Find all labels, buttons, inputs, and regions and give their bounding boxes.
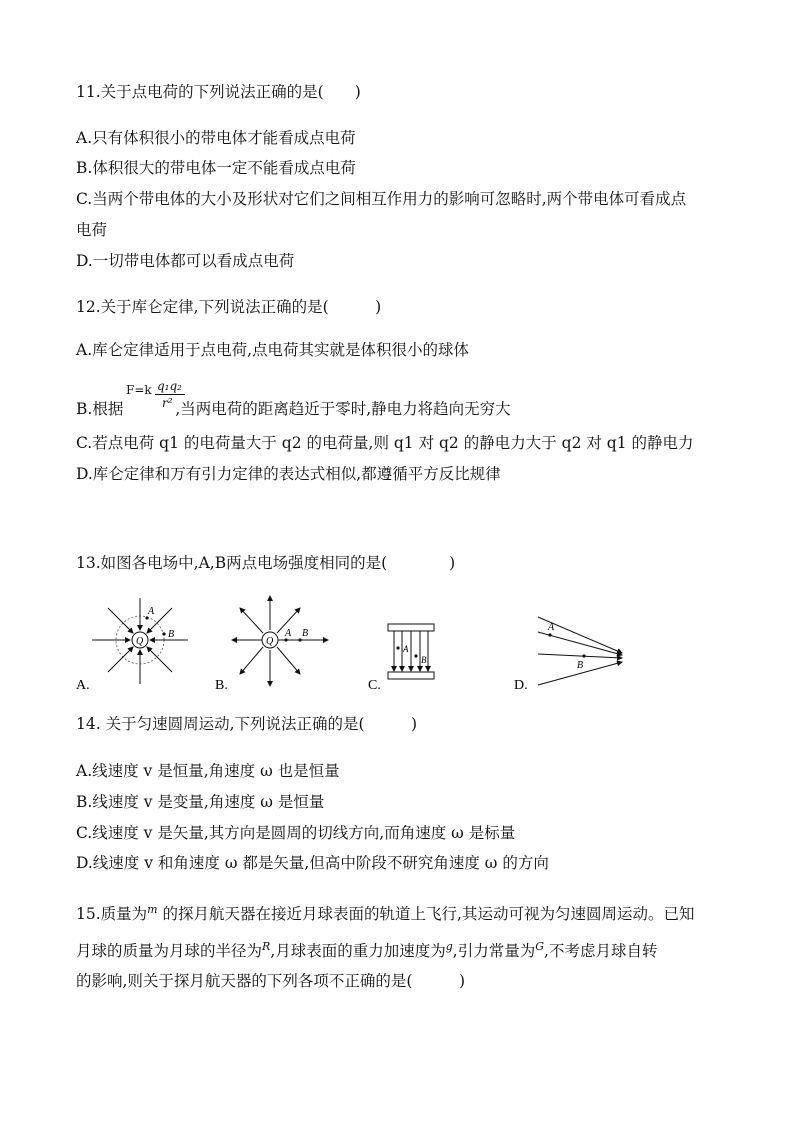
q11-option-b: B.体积很大的带电体一定不能看成点电荷 [76, 159, 356, 177]
figure-c-bottom-plate [388, 672, 434, 679]
coulomb-formula-denominator: r² [162, 396, 173, 410]
q15-line2-text-d: ,不考虑月球自转 [544, 942, 658, 961]
figure-b-label: B. [215, 678, 228, 693]
figure-d-point-b [582, 654, 585, 657]
q12-stem: 12.关于库仑定律,下列说法正确的是( ) [76, 298, 382, 316]
coulomb-formula-numerator: q₁q₂ [157, 379, 182, 393]
q12-option-b [76, 396, 511, 419]
figure-d-point-b-label: B [577, 660, 584, 671]
figure-a-point-b-label: B [168, 629, 175, 640]
figure-a-point-a-label: A [148, 606, 155, 617]
q15-line2 [76, 937, 657, 961]
figure-d-point-a-label: A [548, 622, 555, 633]
q15-line3: 的影响,则关于探月航天器的下列各项不正确的是( ) [76, 972, 466, 990]
q14-option-b: B.线速度 v 是变量,角速度 ω 是恒量 [76, 793, 325, 811]
q11-option-c-line2: 电荷 [76, 221, 108, 239]
q14-stem: 14. 关于匀速圆周运动,下列说法正确的是( ) [76, 715, 418, 733]
q13-stem: 13.如图各电场中,A,B两点电场强度相同的是( ) [76, 554, 456, 572]
q12-option-b-prefix: B.根据 [76, 400, 124, 418]
q11-stem: 11.关于点电荷的下列说法正确的是( ) [76, 83, 361, 101]
q14-option-c: C.线速度 v 是矢量,其方向是圆周的切线方向,而角速度 ω 是标量 [76, 824, 516, 842]
q15-line1 [76, 900, 694, 924]
figure-b-point-a-label: A [285, 628, 292, 639]
figure-b-charge-label: Q [266, 636, 274, 647]
figure-d-point-a [548, 633, 551, 636]
q11-option-d: D.一切带电体都可以看成点电荷 [76, 252, 295, 270]
q13-figures [70, 592, 670, 697]
figure-a-field [76, 598, 188, 693]
q15-line1-text-a: 15.质量为 [76, 905, 148, 924]
coulomb-formula-lhs: F=k [126, 383, 152, 397]
figure-c-point-b [414, 654, 417, 657]
q15-var-gconst: G [535, 940, 545, 953]
figure-b-field [215, 596, 328, 693]
figure-c-top-plate [388, 624, 434, 631]
coulomb-formula-fraction-bar [155, 394, 185, 395]
q14-option-d: D.线速度 v 和角速度 ω 都是矢量,但高中阶段不研究角速度 ω 的方向 [76, 854, 549, 872]
figure-a-label: A. [76, 678, 90, 693]
q12-option-a: A.库仑定律适用于点电荷,点电荷其实就是体积很小的球体 [76, 341, 470, 359]
q15-line2-text-c: ,引力常量为 [452, 942, 536, 961]
q15-line2-text-a: 月球的质量为月球的半径为 [76, 942, 263, 961]
q11-option-c-line1: C.当两个带电体的大小及形状对它们之间相互作用力的影响可忽略时,两个带电体可看成点 [76, 190, 687, 208]
figure-a-point-b [162, 632, 165, 635]
q15-var-g: g [445, 940, 453, 953]
figure-a-charge-label: Q [136, 636, 144, 647]
figure-d-field [514, 617, 622, 693]
q15-var-m: m [147, 903, 158, 916]
figure-b-point-b-label: B [302, 628, 309, 639]
figure-c-label: C. [368, 678, 381, 693]
q15-line2-text-b: ,月球表面的重力加速度为 [270, 942, 446, 961]
figure-c-point-a [396, 646, 399, 649]
figure-d-label: D. [514, 678, 528, 693]
q15-line1-text-b: 的探月航天器在接近月球表面的轨道上飞行,其运动可视为匀速圆周运动。已知 [157, 905, 695, 924]
figure-c-point-a-label: A [403, 644, 409, 654]
q11-option-a: A.只有体积很小的带电体才能看成点电荷 [76, 129, 356, 147]
q12-option-c: C.若点电荷 q1 的电荷量大于 q2 的电荷量,则 q1 对 q2 的静电力大于 q2 对 q1 的静电力 [76, 434, 694, 452]
q12-option-d: D.库仑定律和万有引力定律的表达式相似,都遵循平方反比规律 [76, 465, 501, 483]
figure-c-point-b-label: B [421, 655, 427, 665]
figure-c-field [368, 624, 434, 693]
q12-option-b-suffix: ,当两电荷的距离趋近于零时,静电力将趋向无穷大 [175, 400, 511, 418]
q14-option-a: A.线速度 v 是恒量,角速度 ω 也是恒量 [76, 762, 340, 780]
q15-var-r: R [262, 940, 271, 953]
